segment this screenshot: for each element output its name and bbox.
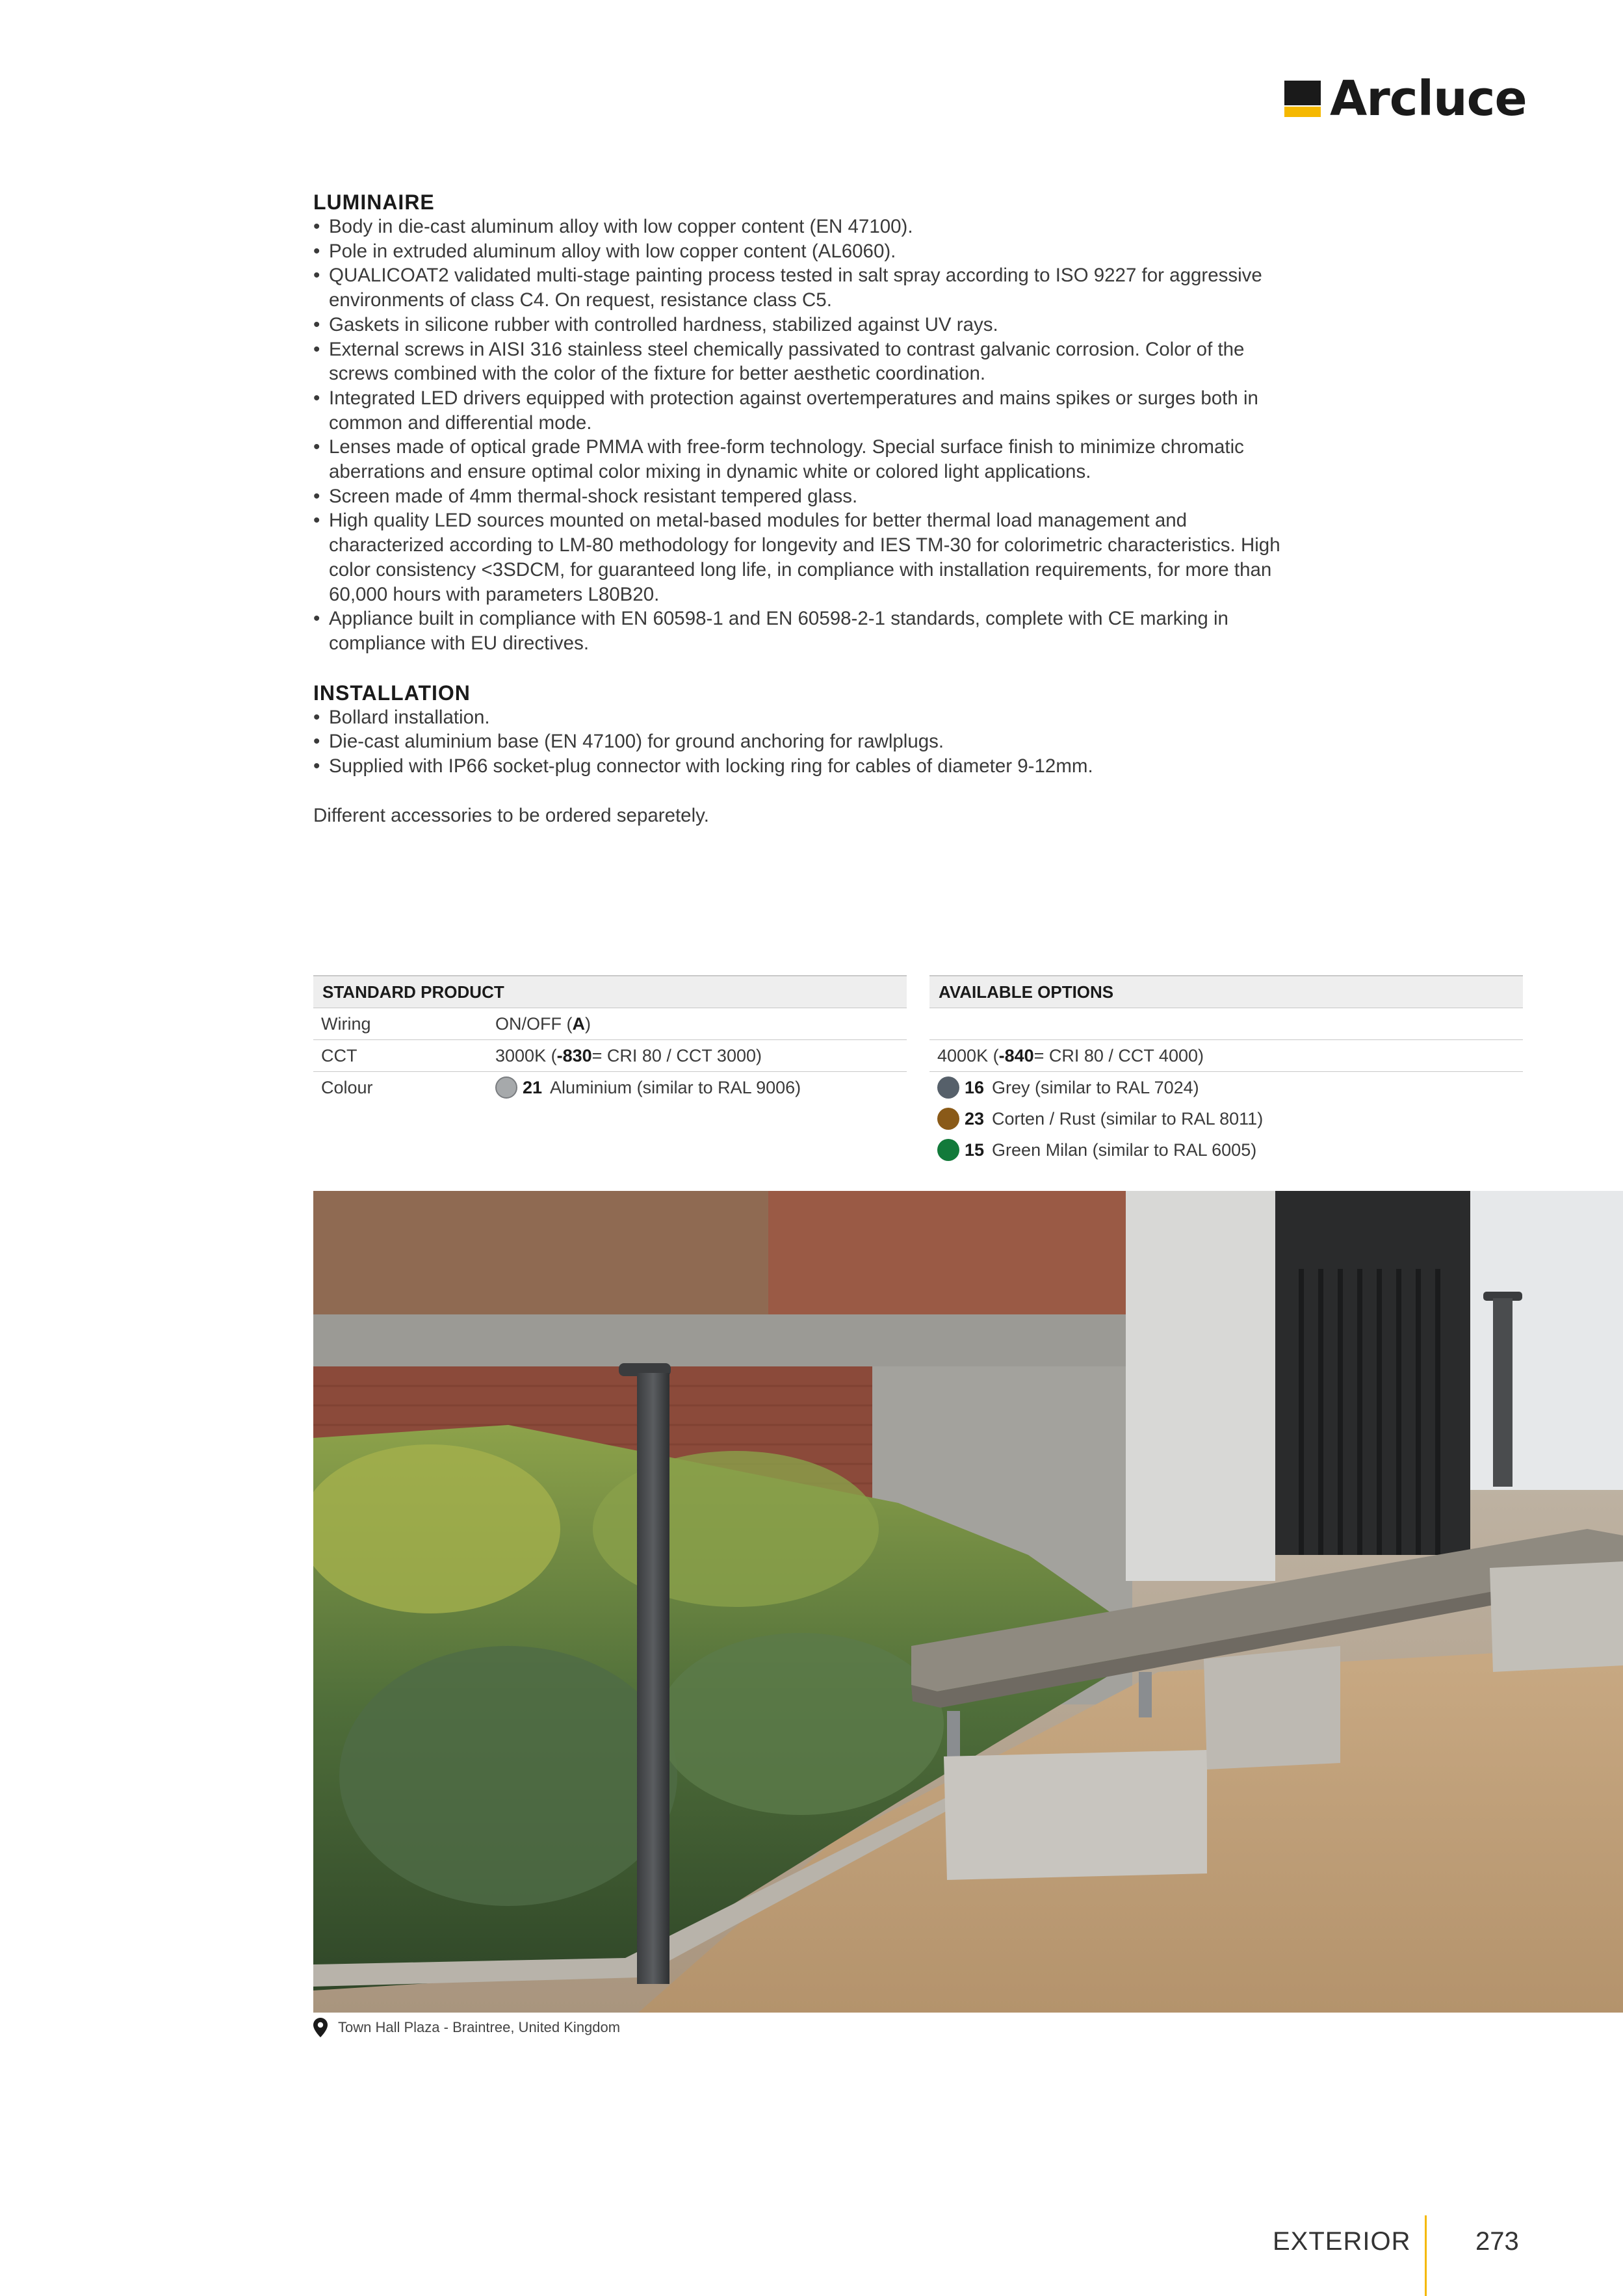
list-item: • Body in die-cast aluminum alloy with low copper content (EN 47100).: [313, 215, 1301, 239]
list-item: • Pole in extruded aluminum alloy with low copper content (AL6060).: [313, 239, 1301, 264]
row-label: CCT: [321, 1046, 357, 1065]
row-value: 3000K ( -830 = CRI 80 / CCT 3000): [495, 1046, 762, 1065]
table-row-empty: [929, 1008, 1523, 1040]
table-heading: AVAILABLE OPTIONS: [929, 975, 1523, 1008]
colour-option: 15 Green Milan (similar to RAL 6005): [929, 1134, 1523, 1166]
row-label: Wiring: [321, 1014, 371, 1034]
logo-mark-icon: [1284, 81, 1321, 117]
spec-text: [313, 190, 1301, 828]
available-options-table: [929, 975, 1523, 1166]
list-item: • Integrated LED drivers equipped with protection against overtemperatures and mains spikes or surges both in common and differential mode.: [313, 386, 1301, 435]
table-row-cct: [929, 1040, 1523, 1072]
colour-option: 16 Grey (similar to RAL 7024): [929, 1072, 1523, 1103]
luminaire-heading: LUMINAIRE: [313, 190, 435, 214]
section-label: EXTERIOR: [1273, 2227, 1411, 2256]
colour-swatch-icon: [495, 1076, 517, 1099]
installation-photo: [313, 1191, 1623, 2013]
list-item: • Lenses made of optical grade PMMA with free-form technology. Special surface finish to minimize chromatic aberrations and ensure optimal color mixing in dynamic white or colored light applications.: [313, 435, 1301, 484]
brand-logo: [1284, 73, 1527, 125]
colour-swatch-icon: [937, 1139, 959, 1161]
installation-heading: INSTALLATION: [313, 681, 471, 705]
table-row-cct: [313, 1040, 907, 1072]
row-value: 21 Aluminium (similar to RAL 9006): [495, 1072, 907, 1103]
row-value: ON/OFF ( A ): [495, 1014, 591, 1034]
row-value: 4000K ( -840 = CRI 80 / CCT 4000): [937, 1046, 1204, 1065]
list-item: • Die-cast aluminium base (EN 47100) for ground anchoring for rawlplugs.: [313, 729, 1301, 754]
installation-list: [313, 705, 1301, 779]
colour-option: 23 Corten / Rust (similar to RAL 8011): [929, 1103, 1523, 1134]
list-item: • Supplied with IP66 socket-plug connector with locking ring for cables of diameter 9-12mm.: [313, 754, 1301, 779]
list-item: • Bollard installation.: [313, 705, 1301, 730]
caption-text: Town Hall Plaza - Braintree, United Kingdom: [338, 2019, 621, 2035]
list-item: • Gaskets in silicone rubber with controlled hardness, stabilized against UV rays.: [313, 313, 1301, 337]
location-pin-icon: [313, 2018, 328, 2037]
list-item: • High quality LED sources mounted on metal-based modules for better thermal load management and characterized according to LM-80 methodology for longevity and IES TM-30 for colorimetric characteristics. High color consistency <3SDCM, for guaranteed long life, in compliance with installation requirements, for more than 60,000 hours with parameters L80B20.: [313, 508, 1301, 607]
list-item: • QUALICOAT2 validated multi-stage painting process tested in salt spray according to ISO 9227 for aggressive environments of class C4. On request, resistance class C5.: [313, 263, 1301, 312]
page-number: 273: [1475, 2227, 1519, 2256]
standard-product-table: [313, 975, 907, 1103]
list-item: • Screen made of 4mm thermal-shock resistant tempered glass.: [313, 484, 1301, 509]
list-item: • Appliance built in compliance with EN 60598-1 and EN 60598-2-1 standards, complete with CE marking in compliance with EU directives.: [313, 607, 1301, 655]
list-item: • External screws in AISI 316 stainless steel chemically passivated to contrast galvanic corrosion. Color of the screws combined with the color of the fixture for better aesthetic coordination.: [313, 337, 1301, 386]
table-row-colour: [313, 1072, 907, 1103]
table-heading: STANDARD PRODUCT: [313, 975, 907, 1008]
table-row-wiring: [313, 1008, 907, 1040]
footer-divider: [1425, 2215, 1427, 2296]
photo-caption: [313, 2018, 620, 2037]
luminaire-list: [313, 215, 1301, 656]
brand-name: Arcluce: [1330, 71, 1527, 127]
row-label: Colour: [321, 1078, 373, 1097]
colour-swatch-icon: [937, 1108, 959, 1130]
accessories-note: Different accessories to be ordered separetely.: [313, 804, 709, 826]
colour-swatch-icon: [937, 1076, 959, 1099]
